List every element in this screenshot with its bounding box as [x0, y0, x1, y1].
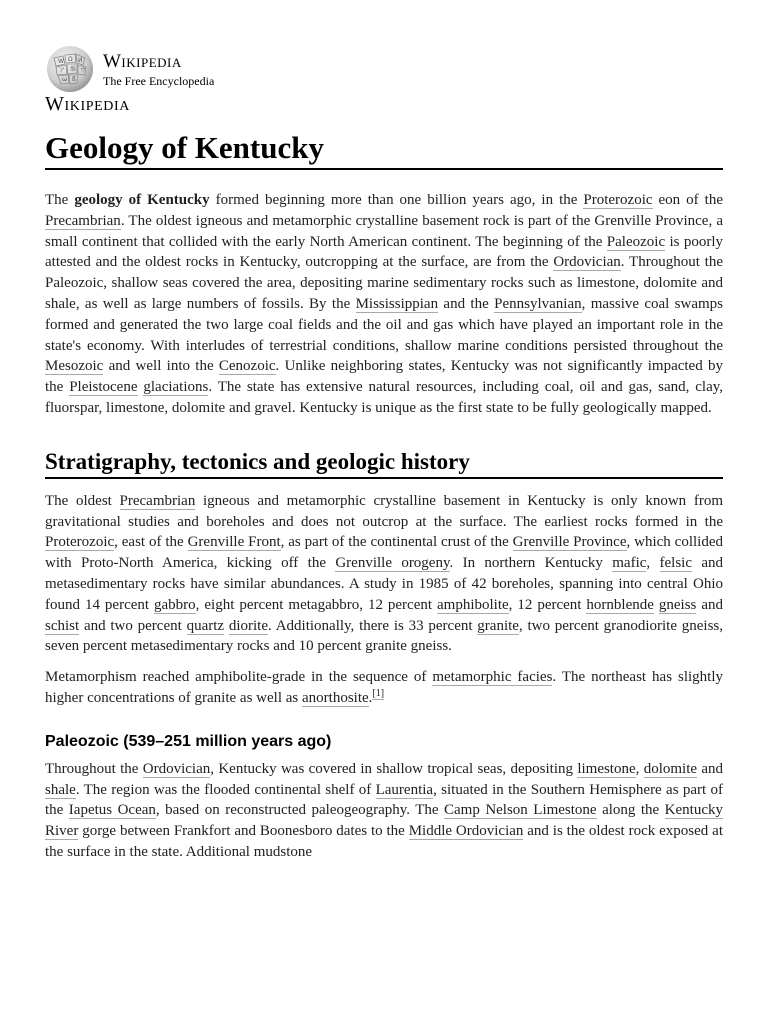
article-page: [45, 44, 723, 863]
page-title: Geology of Kentucky: [45, 130, 723, 170]
text-run: , eight percent metagabbro, 12 percent: [195, 596, 437, 613]
text-run: ,: [635, 760, 644, 777]
svg-text:W: W: [58, 58, 64, 65]
wiki-link[interactable]: Proterozoic: [583, 192, 653, 208]
svg-text:ア: ア: [59, 67, 66, 74]
text-run: , Kentucky was covered in shallow tropical seas, depositing: [210, 760, 578, 777]
wiki-link[interactable]: Grenville Province: [512, 534, 627, 551]
section-heading-stratigraphy: Stratigraphy, tectonics and geologic history: [45, 447, 723, 479]
citation-link[interactable]: [1]: [372, 687, 385, 699]
svg-text:И: И: [78, 57, 83, 64]
text-run: gorge between Frankfort and Boonesboro dates to the: [78, 823, 409, 840]
wiki-link[interactable]: limestone: [577, 760, 636, 777]
wikipedia-globe-icon: [45, 44, 95, 94]
text-run: . Throughout the Paleozoic, shallow seas covered the area, depositing marine sedimentary rocks such as limestone, dolomite and shale, as well as large numbers of fossils. By the: [45, 254, 723, 312]
stratigraphy-paragraph-1: [45, 491, 723, 657]
text-run: and the: [438, 295, 495, 312]
wiki-link[interactable]: Ordovician: [553, 254, 621, 271]
wiki-link[interactable]: Mesozoic: [45, 358, 104, 375]
paleozoic-paragraph-1: [45, 759, 723, 863]
svg-text:ウ: ウ: [80, 67, 87, 74]
text-run: and: [697, 760, 723, 777]
text-run: and metasedimentary rocks have similar abundances. A study in 1985 of 42 boreholes, spanning into central Ohio found 14 percent: [45, 555, 723, 613]
wiki-link[interactable]: quartz: [186, 617, 225, 634]
logo-tagline: The Free Encyclopedia: [103, 73, 215, 88]
text-run: Metamorphism reached amphibolite-grade in the sequence of: [45, 669, 433, 686]
text-run: and: [696, 596, 723, 613]
wiki-link[interactable]: gneiss: [658, 596, 697, 613]
wiki-link[interactable]: gabbro: [154, 596, 196, 613]
wiki-link[interactable]: felsic: [659, 555, 692, 572]
wiki-link[interactable]: Ordovician: [142, 760, 211, 777]
text-run: ,: [646, 555, 660, 572]
wiki-link[interactable]: shale: [45, 781, 76, 798]
wiki-link[interactable]: anorthosite: [302, 689, 369, 706]
text-run: , 12 percent: [508, 596, 587, 613]
svg-text:ß: ß: [72, 76, 76, 83]
logo-wordmark: [103, 52, 214, 87]
wiki-link[interactable]: Kentucky River: [45, 802, 723, 840]
text-run: . The northeast has slightly higher concentrations of granite as well as: [45, 669, 723, 706]
wiki-link[interactable]: Camp Nelson Limestone: [444, 802, 597, 819]
text-run: , as part of the continental crust of the: [280, 534, 513, 551]
text-run: eon of the: [652, 192, 723, 208]
text-run: .: [368, 689, 373, 706]
wiki-link[interactable]: dolomite: [643, 760, 698, 777]
text-run: , situated in the Southern Hemisphere as part of the: [45, 781, 723, 819]
wiki-link[interactable]: Iapetus Ocean: [68, 802, 156, 819]
text-run: , which collided with Proto-North America, kicking off the: [45, 534, 724, 572]
wiki-link[interactable]: metamorphic facies: [432, 669, 553, 686]
wiki-link[interactable]: Precambrian: [45, 212, 121, 229]
bold-term: geology of Kentucky: [74, 192, 210, 208]
wiki-link[interactable]: glaciations: [143, 379, 209, 396]
svg-text:维: 维: [70, 66, 77, 73]
wiki-link[interactable]: mafic: [612, 555, 647, 572]
text-run: . Additionally, there is 33 percent: [268, 617, 478, 634]
text-run: and well into the: [103, 358, 219, 375]
wikipedia-wordmark[interactable]: Wikipedia: [45, 93, 130, 115]
logo-name: Wikipedia: [103, 50, 182, 72]
wiki-link[interactable]: Mississippian: [355, 295, 439, 312]
subsection-heading-paleozoic: Paleozoic (539–251 million years ago): [45, 732, 332, 750]
svg-text:Ω: Ω: [68, 56, 73, 63]
wiki-link[interactable]: Pennsylvanian: [494, 295, 582, 312]
text-run: is poorly attested and the oldest rocks in Kentucky, outcropping at the surface, are from the: [45, 233, 723, 271]
wiki-link[interactable]: hornblende: [586, 596, 654, 613]
wiki-link[interactable]: Grenville Front: [187, 534, 281, 551]
wiki-link[interactable]: Pleistocene: [69, 379, 138, 396]
intro-paragraph: [45, 190, 723, 419]
text-run: . The oldest igneous and metamorphic crystalline basement rock is part of the Grenville Province, a small continent that collided with the early North American continent. The beginning of the: [45, 212, 723, 250]
text-run: and two percent: [79, 617, 187, 634]
wiki-link[interactable]: Grenville orogeny: [335, 555, 450, 572]
wiki-link[interactable]: Cenozoic: [218, 358, 276, 375]
wiki-link[interactable]: schist: [45, 617, 80, 634]
text-run: , based on reconstructed paleogeography. The: [155, 802, 445, 819]
text-run: . The region was the flooded continental shelf of: [75, 781, 376, 798]
wiki-link[interactable]: Proterozoic: [45, 534, 115, 551]
text-run: . Unlike neighboring states, Kentucky was not significantly impacted by the: [45, 358, 723, 396]
text-run: . The state has extensive natural resources, including coal, oil and gas, sand, clay, fluorspar, limestone, dolomite and gravel. Kentucky is unique as the first state to be fully geologically mapped.: [45, 379, 724, 416]
citation: [372, 688, 384, 700]
text-run: The oldest: [45, 492, 120, 509]
svg-text:ω: ω: [62, 76, 68, 83]
wiki-link[interactable]: Precambrian: [119, 492, 196, 509]
wiki-link[interactable]: Middle Ordovician: [408, 823, 524, 840]
stratigraphy-paragraph-2: [45, 667, 723, 709]
text-run: and is the oldest rock exposed at the surface in the state. Additional mudstone: [45, 823, 723, 860]
text-run: , two percent granodiorite gneiss, seven percent metasedimentary rocks and 10 percent granite gneiss.: [45, 617, 723, 655]
text-run: igneous and metamorphic crystalline basement in Kentucky is only known from gravitational studies and boreholes and does not outcrop at the surface. The earliest rocks formed in the: [45, 492, 723, 530]
text-run: formed beginning more than one billion years ago, in the: [209, 192, 584, 208]
wiki-link[interactable]: granite: [477, 617, 519, 634]
text-run: , massive coal swamps formed and generated the two large coal fields and the oil and gas which have played an important role in the state's economy. With interludes of terrestrial conditions, shallow marine conditions persisted throughout the: [45, 295, 724, 354]
text-run: . In northern Kentucky: [449, 555, 613, 572]
wiki-link[interactable]: Paleozoic: [606, 233, 666, 250]
text-run: along the: [596, 802, 665, 819]
text-run: Throughout the: [45, 760, 143, 777]
site-logo[interactable]: [45, 44, 723, 94]
wiki-link[interactable]: diorite: [228, 617, 268, 634]
wiki-link[interactable]: amphibolite: [437, 596, 509, 613]
wiki-link[interactable]: Laurentia: [375, 781, 434, 798]
text-run: , east of the: [114, 534, 188, 551]
text-run: The: [45, 192, 75, 208]
